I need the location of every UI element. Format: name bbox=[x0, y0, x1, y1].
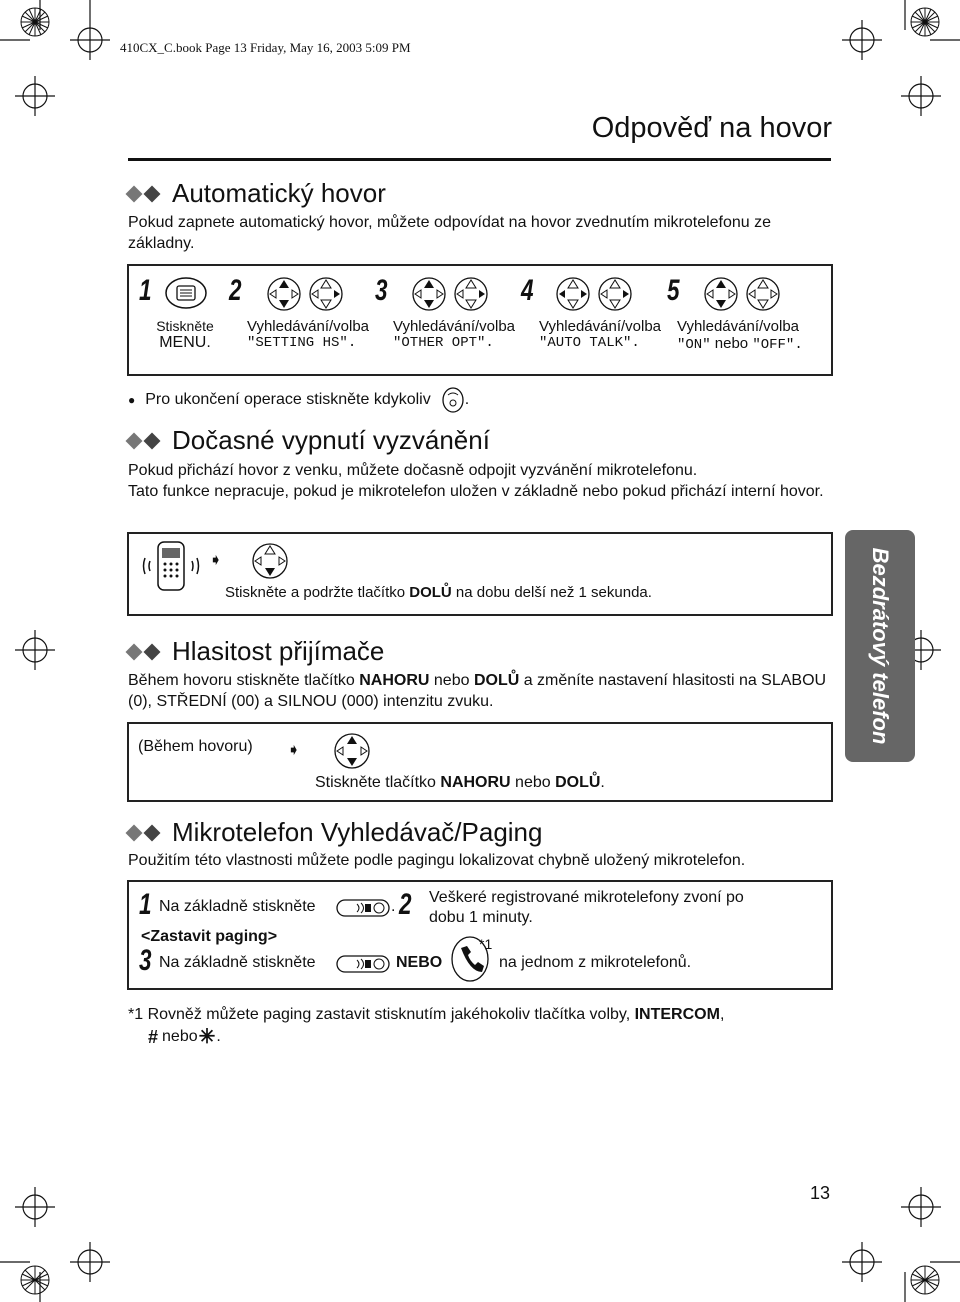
ringing-handset-icon bbox=[141, 540, 201, 592]
paging-footnote: *1 Rovněž můžete paging zastavit stisknutím jakéhokoliv tlačítka volby, INTERCOM, # nebo ✳ . bbox=[128, 1006, 725, 1048]
book-header-meta: 410CX_C.book Page 13 Friday, May 16, 2003 5:09 PM bbox=[120, 40, 411, 55]
navigator-keys-icon bbox=[553, 276, 643, 312]
navigator-keys-icon bbox=[701, 276, 791, 312]
volume-instruction-box bbox=[127, 722, 833, 802]
side-tab bbox=[845, 530, 915, 762]
step-number: 2 bbox=[229, 274, 242, 307]
auto-talk-steps-box bbox=[127, 264, 833, 376]
locator-key-icon bbox=[335, 896, 391, 920]
step-caption: Vyhledávání/volba "AUTO TALK". bbox=[539, 318, 662, 351]
step-caption: Vyhledávání/volba "OTHER OPT". bbox=[393, 318, 516, 351]
diamond-bullet-icon bbox=[128, 435, 164, 447]
step-number: 4 bbox=[521, 274, 534, 307]
step-1-text: Na základně stiskněte bbox=[159, 898, 316, 915]
navigator-keys-icon bbox=[409, 276, 499, 312]
page-number: 13 bbox=[810, 1183, 831, 1203]
stop-paging-label: <Zastavit paging> bbox=[141, 928, 278, 945]
diamond-bullet-icon bbox=[128, 646, 164, 658]
diamond-bullet-icon bbox=[128, 827, 164, 839]
diamond-bullet-icon bbox=[128, 188, 164, 200]
auto-talk-note: ● Pro ukončení operace stiskněte kdykoliv . bbox=[128, 386, 469, 414]
volume-instruction: Stiskněte tlačítko NAHORU nebo DOLŮ. bbox=[315, 774, 605, 791]
volume-description: Během hovoru stiskněte tlačítko NAHORU nebo DOLŮ a změníte nastavení hlasitosti na SLABOU (0), STŘEDNÍ (00) a SILNOU (000) intenzitu zvuku. bbox=[128, 672, 827, 710]
step-caption: Stiskněte MENU. bbox=[156, 318, 214, 351]
arrow-right-icon: ➧ bbox=[209, 552, 223, 569]
or-label: NEBO bbox=[396, 954, 443, 971]
step-number: 1 bbox=[139, 274, 152, 307]
step-number: 3 bbox=[375, 274, 388, 307]
off-key-icon bbox=[441, 386, 465, 414]
title-rule bbox=[128, 158, 831, 161]
section-title-auto-talk: Automatický hovor bbox=[128, 178, 386, 209]
section-title-paging: Mikrotelefon Vyhledávač/Paging bbox=[128, 817, 542, 848]
menu-key-icon bbox=[164, 276, 208, 310]
during-call-label: (Během hovoru) bbox=[138, 738, 253, 755]
page-title: Odpověď na hovor bbox=[591, 112, 832, 144]
step-2-text: Veškeré registrované mikrotelefony zvoní po dobu 1 minuty. bbox=[429, 889, 744, 926]
step-number: 3 bbox=[139, 944, 152, 977]
step-caption: Vyhledávání/volba "ON" nebo "OFF". bbox=[677, 318, 803, 353]
paging-steps-box: 1 Na základně stiskněte . 2 Veškeré registrované mikrotelefony zvoní po dobu 1 minuty. <Zastavit paging> 3 Na základně stiskněte NEBO *1 na jednom z mikrotelefonů. bbox=[127, 880, 833, 990]
arrow-right-icon: ➧ bbox=[287, 742, 301, 759]
star-key-icon: ✳ bbox=[198, 1026, 216, 1048]
section-title-ringer-off: Dočasné vypnutí vyzvánění bbox=[128, 425, 490, 456]
ringer-off-para-2: Tato funkce nepracuje, pokud je mikrotelefon uložen v základně nebo pokud přichází interní hovor. bbox=[128, 483, 824, 500]
ringer-off-instruction: Stiskněte a podržte tlačítko DOLŮ na dobu delší než 1 sekunda. bbox=[225, 584, 652, 601]
bullet-icon: ● bbox=[128, 393, 136, 407]
step-caption: Vyhledávání/volba "SETTING HS". bbox=[247, 318, 370, 351]
section-title-volume: Hlasitost přijímače bbox=[128, 636, 384, 667]
side-tab-label: Bezdrátový telefon bbox=[868, 547, 893, 745]
hash-key-icon: # bbox=[148, 1027, 159, 1047]
navigator-down-key-icon bbox=[251, 542, 289, 580]
step-number: 5 bbox=[667, 274, 680, 307]
paging-intro: Použitím této vlastnosti můžete podle pagingu lokalizovat chybně uložený mikrotelefon. bbox=[128, 852, 746, 869]
step-3-tail: na jednom z mikrotelefonů. bbox=[499, 954, 692, 971]
footnote-ref: *1 bbox=[479, 936, 493, 952]
ringer-off-instruction-box bbox=[127, 532, 833, 616]
ringer-off-para-1: Pokud přichází hovor z venku, můžete dočasně odpojit vyzvánění mikrotelefonu. bbox=[128, 462, 698, 479]
step-3-text: Na základně stiskněte bbox=[159, 954, 316, 971]
step-number: 1 bbox=[139, 888, 152, 921]
auto-talk-intro: Pokud zapnete automatický hovor, můžete odpovídat na hovor zvednutím mikrotelefonu ze základny. bbox=[128, 214, 772, 252]
step-number: 2 bbox=[399, 888, 412, 921]
navigator-keys-icon bbox=[264, 276, 354, 312]
navigator-up-down-key-icon bbox=[333, 732, 371, 770]
locator-key-icon bbox=[335, 952, 391, 976]
